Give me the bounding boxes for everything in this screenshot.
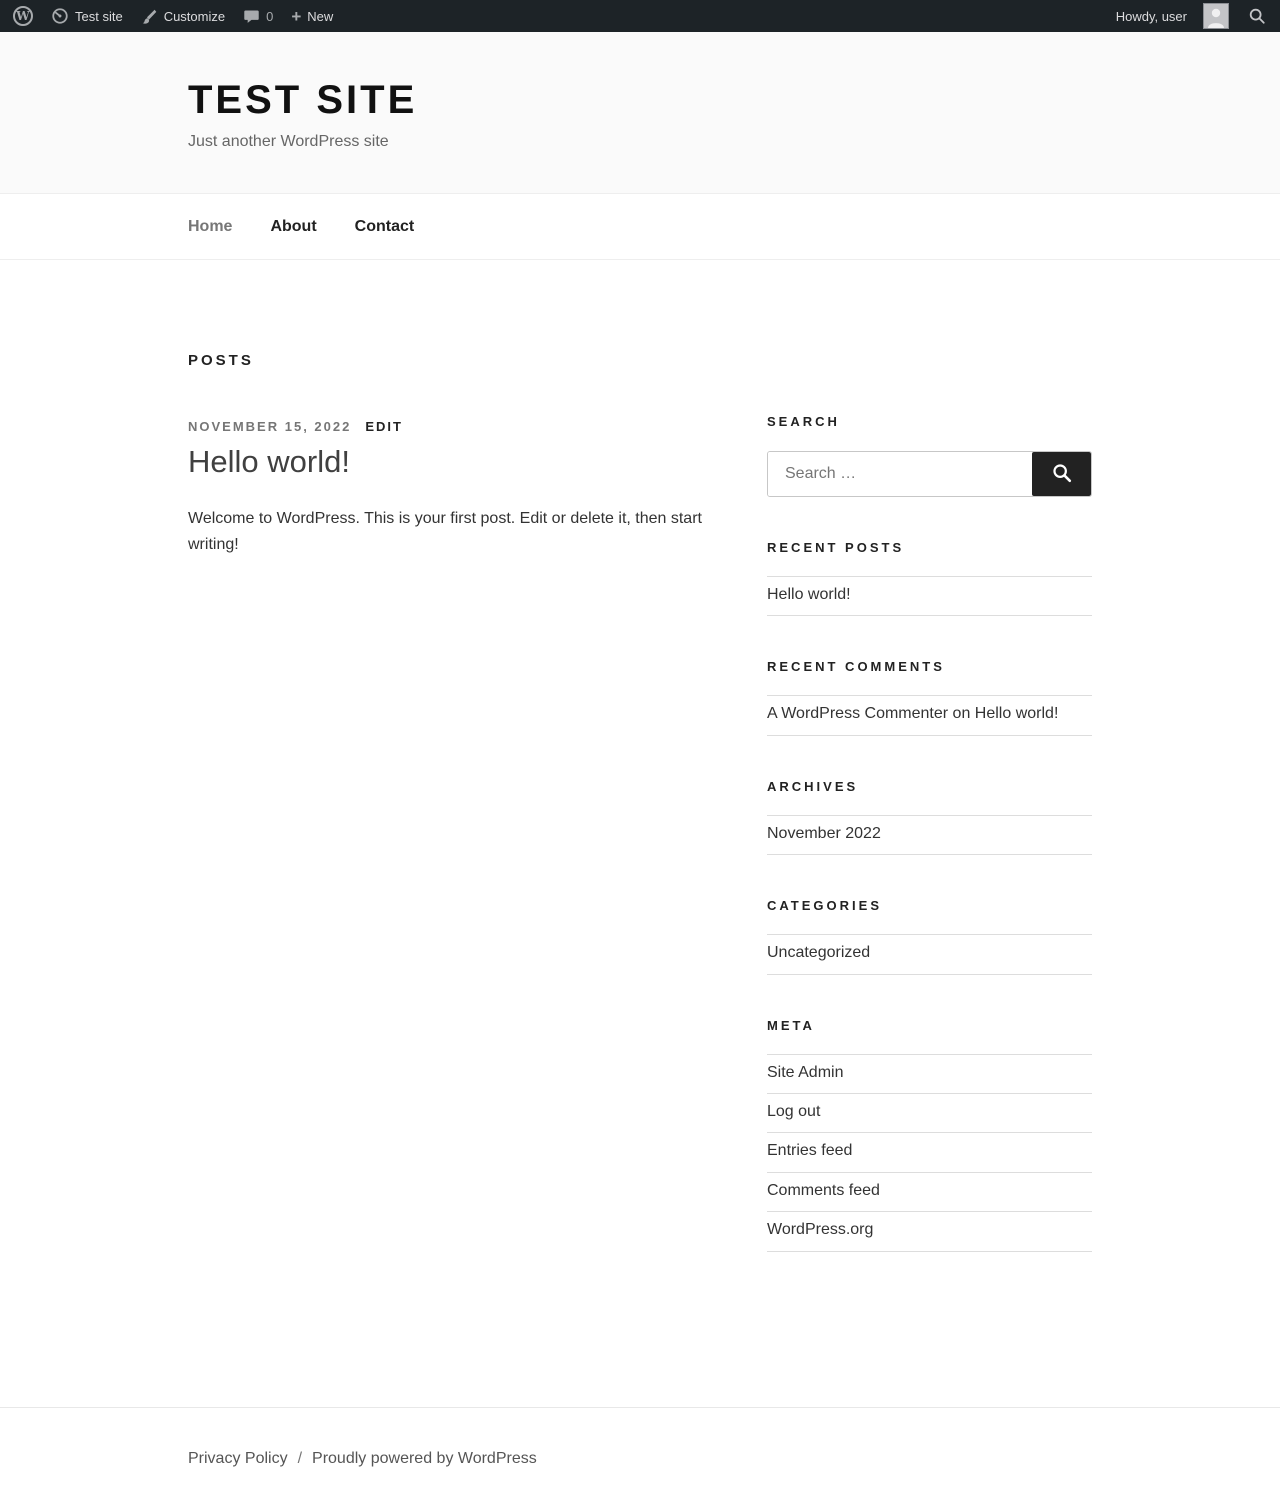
archive-link[interactable]: November 2022	[767, 824, 881, 842]
category-link[interactable]: Uncategorized	[767, 944, 871, 962]
admin-bar-site-link[interactable]	[42, 0, 132, 32]
admin-search-button[interactable]	[1238, 0, 1276, 32]
post-body: Welcome to WordPress. This is your first post. Edit or delete it, then start writing!	[188, 510, 702, 554]
entries-feed-link[interactable]: Entries feed	[767, 1142, 853, 1160]
site-title-link[interactable]: TEST SITE	[188, 78, 418, 122]
search-icon	[1248, 7, 1266, 25]
sidebar	[767, 352, 1092, 1295]
recent-post-link[interactable]: Hello world!	[767, 586, 851, 603]
comment-connector: on	[952, 705, 971, 723]
brush-icon	[141, 8, 158, 25]
archives-widget	[767, 779, 1092, 855]
list-item	[767, 1094, 1092, 1133]
customize-label: Customize	[163, 8, 226, 24]
dashboard-gauge-icon	[51, 7, 69, 25]
site-header	[0, 32, 1280, 193]
recent-posts-title: RECENT POSTS	[767, 540, 905, 555]
search-widget	[767, 414, 1092, 497]
categories-title: CATEGORIES	[767, 898, 882, 914]
list-item	[767, 816, 1092, 855]
site-title	[188, 78, 1092, 123]
new-label: New	[307, 8, 334, 24]
categories-widget	[767, 898, 1092, 974]
post-date-link[interactable]: NOVEMBER 15, 2022	[188, 419, 352, 434]
wordpress-menu[interactable]	[4, 0, 42, 32]
search-input[interactable]	[768, 452, 1032, 496]
page-title: POSTS	[188, 352, 254, 369]
privacy-policy-link[interactable]: Privacy Policy	[188, 1449, 288, 1467]
post-article	[188, 419, 733, 559]
list-item	[767, 696, 1092, 735]
avatar	[1203, 3, 1229, 29]
list-item	[767, 1133, 1092, 1172]
posts-column	[188, 352, 733, 559]
log-out-link[interactable]: Log out	[767, 1102, 821, 1120]
main-nav	[0, 193, 1280, 260]
main-content	[0, 260, 1280, 1407]
categories-list	[767, 934, 1092, 974]
howdy-text: Howdy, user	[1115, 8, 1187, 24]
list-item	[767, 577, 1092, 616]
nav-item-home[interactable]: Home	[188, 217, 233, 235]
list-item	[767, 1055, 1092, 1094]
meta-widget	[767, 1018, 1092, 1252]
recent-comments-list	[767, 695, 1092, 735]
meta-title: META	[767, 1017, 815, 1033]
nav-item-about[interactable]: About	[270, 217, 317, 235]
archives-title: ARCHIVES	[767, 778, 859, 794]
admin-bar	[0, 0, 1280, 32]
comments-feed-link[interactable]: Comments feed	[767, 1181, 880, 1199]
admin-bar-right	[1107, 0, 1276, 32]
post-title	[188, 444, 733, 480]
nav-item-contact[interactable]: Contact	[354, 217, 415, 235]
wordpress-org-link[interactable]: WordPress.org	[767, 1221, 874, 1239]
recent-posts-list	[767, 576, 1092, 616]
comments-link[interactable]	[234, 0, 282, 32]
meta-list	[767, 1054, 1092, 1252]
comment-count: 0	[266, 8, 274, 24]
my-account-menu[interactable]	[1107, 0, 1238, 32]
site-footer	[0, 1407, 1280, 1508]
customize-link[interactable]	[132, 0, 234, 32]
comment-author-link[interactable]: A WordPress Commenter	[767, 705, 949, 723]
admin-bar-site-label: Test site	[75, 8, 123, 24]
search-submit-icon	[1051, 462, 1073, 487]
post-title-link[interactable]: Hello world!	[188, 444, 350, 479]
site-tagline: Just another WordPress site	[188, 133, 389, 150]
new-content-link[interactable]	[282, 0, 342, 32]
search-submit-button[interactable]	[1032, 452, 1091, 496]
entry-meta	[188, 419, 733, 434]
site-admin-link[interactable]: Site Admin	[767, 1063, 844, 1081]
search-widget-title: SEARCH	[767, 414, 840, 429]
footer-separator: /	[297, 1449, 303, 1467]
plus-icon: +	[291, 6, 302, 26]
comment-post-link[interactable]: Hello world!	[974, 705, 1059, 723]
admin-bar-left	[4, 0, 342, 32]
archives-list	[767, 815, 1092, 855]
list-item	[767, 935, 1092, 974]
recent-comments-widget	[767, 659, 1092, 735]
search-form	[767, 451, 1092, 497]
powered-by-link[interactable]: Proudly powered by WordPress	[312, 1449, 537, 1467]
list-item	[767, 1212, 1092, 1251]
recent-comments-title: RECENT COMMENTS	[767, 659, 945, 675]
comment-bubble-icon	[243, 8, 260, 25]
wordpress-logo-icon: W	[13, 6, 33, 26]
edit-link[interactable]: EDIT	[365, 419, 403, 434]
list-item	[767, 1173, 1092, 1212]
recent-posts-widget	[767, 540, 1092, 616]
